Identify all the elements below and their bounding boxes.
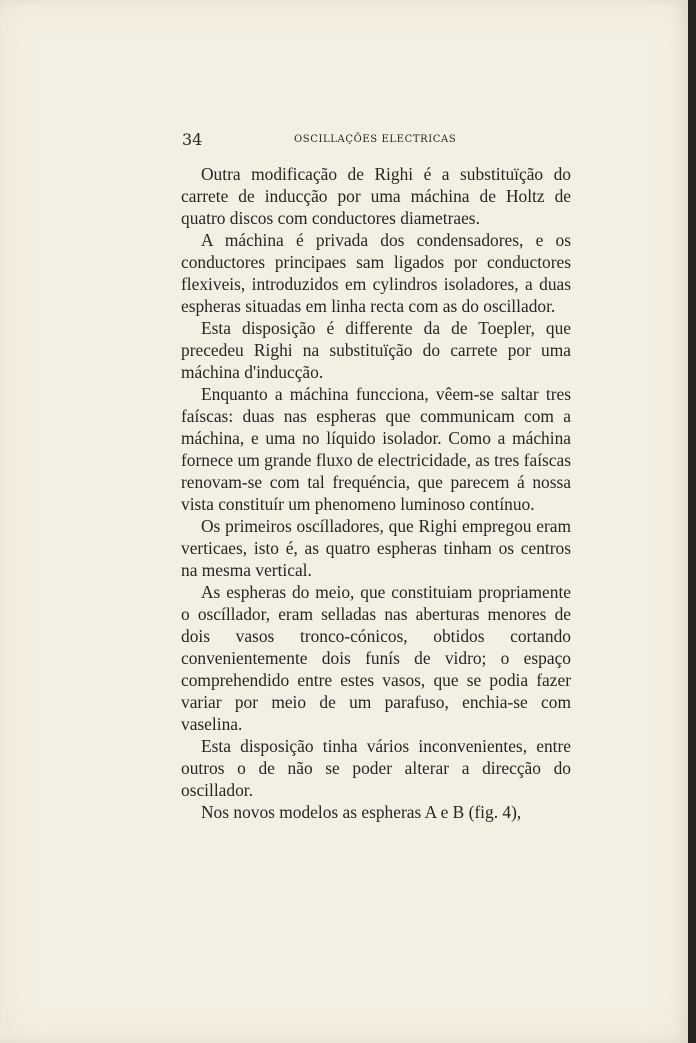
page-edge [688,0,696,1043]
page-header [182,129,572,151]
page-number: 34 [182,130,203,149]
body-text [181,163,571,823]
paragraph: Esta disposição é differente da de Toepler, que precedeu Righi na substituïção do carrete por uma máchina d'inducção. [181,318,571,382]
paragraph: Enquanto a máchina funcciona, vêem-se saltar tres faíscas: duas nas espheras que communicam com a máchina, e uma no líquido isolador. Como a máchina fornece um grande fluxo de electricidade, as tres faíscas renovam-se com tal frequéncia, que parecem á nossa vista constituír um phenomeno luminoso contínuo. [181,384,571,514]
paragraph: Outra modificação de Righi é a substituïção do carrete de inducção por uma máchina de Holtz de quatro discos com conductores diametraes. [181,164,571,228]
running-title: OSCILLAÇÕES ELECTRICAS [294,134,457,145]
paragraph: Nos novos modelos as espheras A e B (fig. 4), [201,802,522,822]
paragraph: Esta disposição tinha vários inconvenientes, entre outros o de não se poder alterar a direcção do oscillador. [181,736,571,800]
paragraph: A máchina é privada dos condensadores, e os conductores principaes sam ligados por conductores flexiveis, introduzidos em cylindros isoladores, a duas espheras situadas em linha recta com as do oscillador. [181,230,571,316]
paragraph: As espheras do meio, que constituiam propriamente o oscíllador, eram selladas nas aberturas menores de dois vasos tronco-cónicos, obtidos cortando convenientemente dois funís de vidro; o espaço comprehendido entre estes vasos, que se podia fazer variar por meio de um parafuso, enchia-se com vaselina. [181,582,571,734]
paragraph: Os primeiros oscílladores, que Righi empregou eram verticaes, isto é, as quatro espheras tinham os centros na mesma vertical. [181,516,571,580]
